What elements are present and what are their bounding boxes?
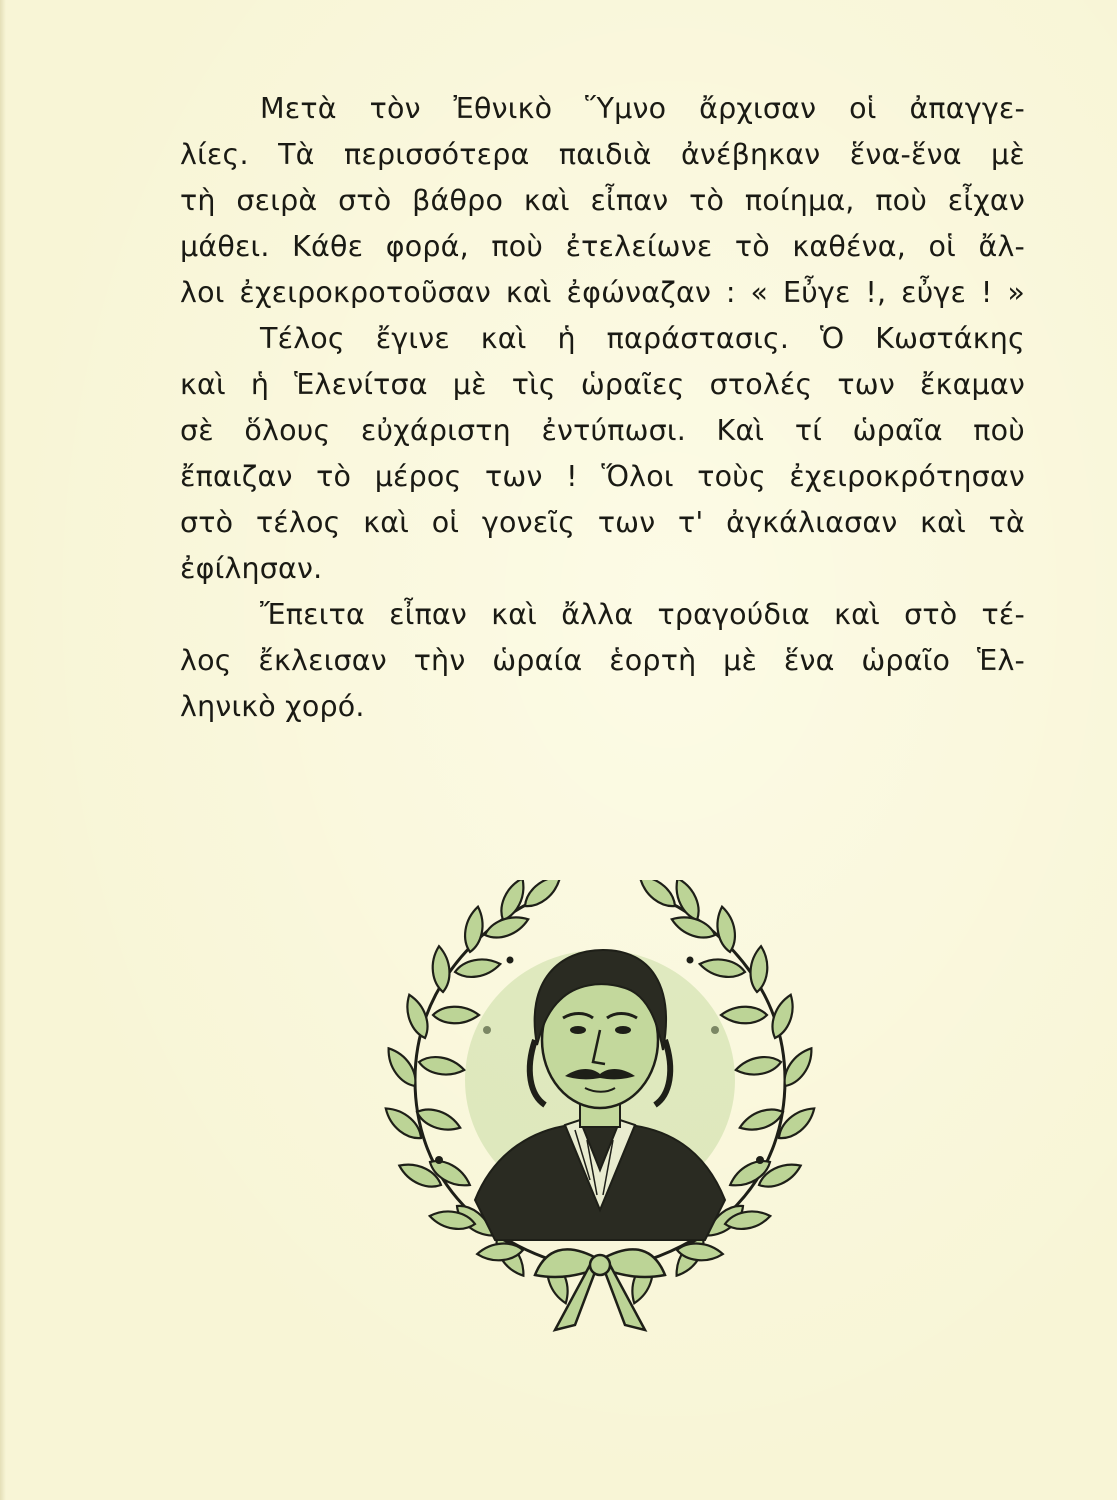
text-line: ληνικὸ χορό. [180, 690, 365, 723]
text-line: λίες. Τὰ περισσότερα παιδιὰ ἀνέβηκαν ἕνα-ἕνα μὲ [180, 138, 1025, 171]
text-line: ἔπαιζαν τὸ μέρος των ! Ὅλοι τοὺς ἐχειροκρότησαν [180, 460, 1025, 493]
text-line: μάθει. Κάθε φορά, ποὺ ἐτελείωνε τὸ καθένα, οἱ ἄλ- [180, 230, 1025, 263]
text-line: Ἔπειτα εἶπαν καὶ ἄλλα τραγούδια καὶ στὸ τέ- [260, 598, 1025, 631]
paragraph-3 [180, 592, 1025, 730]
text-line: τὴ σειρὰ στὸ βάθρο καὶ εἶπαν τὸ ποίημα, ποὺ εἶχαν [180, 184, 1025, 217]
text-line: Μετὰ τὸν Ἐθνικὸ Ὕμνο ἄρχισαν οἱ ἀπαγγε- [260, 92, 1025, 125]
text-line: λος ἔκλεισαν τὴν ὡραία ἑορτὴ μὲ ἕνα ὡραῖο Ἑλ- [180, 644, 1025, 677]
paragraph-2 [180, 316, 1025, 592]
text-line: ἐφίλησαν. [180, 552, 323, 585]
text-line: καὶ ἡ Ἑλενίτσα μὲ τὶς ὡραῖες στολές των ἔκαμαν [180, 368, 1025, 401]
text-line: στὸ τέλος καὶ οἱ γονεῖς των τ' ἀγκάλιασαν καὶ τὰ [180, 506, 1025, 539]
text-line: Τέλος ἔγινε καὶ ἡ παράστασις. Ὁ Κωστάκης [260, 322, 1025, 355]
portrait-svg [375, 880, 825, 1360]
wreath-portrait-illustration [375, 880, 825, 1360]
paragraph-1 [180, 86, 1025, 316]
page-edge-shadow [0, 0, 6, 1500]
text-body [180, 86, 1025, 730]
text-line: σὲ ὅλους εὐχάριστη ἐντύπωσι. Καὶ τί ὡραῖα ποὺ [180, 414, 1025, 447]
text-line: λοι ἐχειροκροτοῦσαν καὶ ἐφώναζαν : « Εὖγε !, εὖγε ! » [180, 276, 1025, 309]
